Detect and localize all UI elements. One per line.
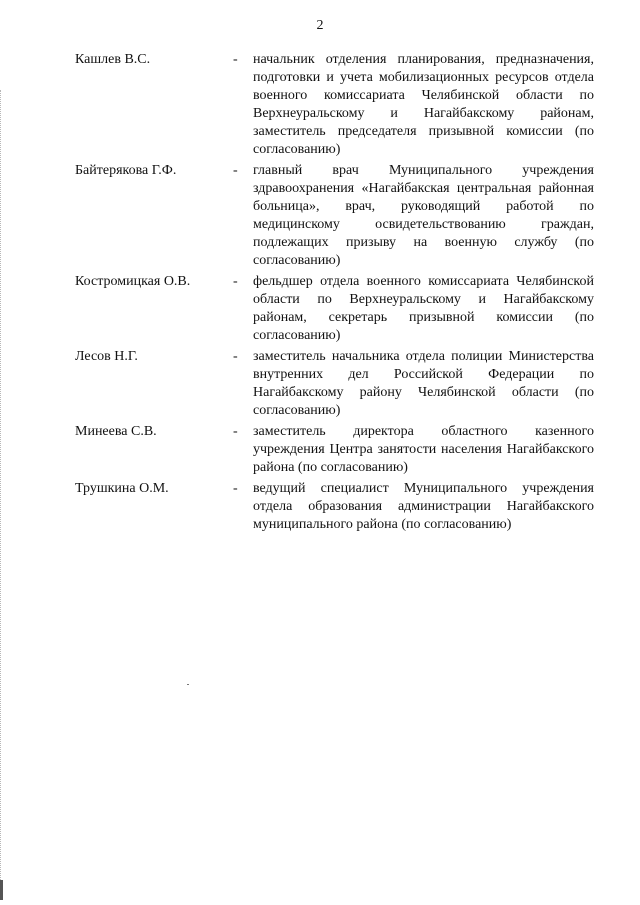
member-dash: - bbox=[233, 424, 238, 439]
member-name: Лесов Н.Г. bbox=[75, 349, 138, 364]
member-list bbox=[75, 51, 595, 537]
member-name: Кашлев В.С. bbox=[75, 52, 151, 67]
scan-speck bbox=[187, 684, 189, 685]
member-entry bbox=[75, 480, 595, 534]
member-entry bbox=[75, 348, 595, 420]
member-name: Костромицкая О.В. bbox=[75, 274, 191, 289]
member-description: фельдшер отдела военного комиссариата Челябинской области по Верхнеуральскому и Нагайбакскому районам, секретарь призывной комиссии (по согласованию) bbox=[253, 274, 594, 343]
member-dash: - bbox=[233, 274, 238, 289]
member-entry bbox=[75, 162, 595, 270]
member-dash: - bbox=[233, 349, 238, 364]
member-description: начальник отделения планирования, предназначения, подготовки и учета мобилизационных ресурсов отдела военного комиссариата Челябинской области по Верхнеуральскому и Нагайбакскому районам, заместитель председателя призывной комиссии (по согласованию) bbox=[253, 52, 594, 157]
scan-edge-corner-mark bbox=[0, 880, 3, 900]
member-entry bbox=[75, 273, 595, 345]
member-name: Трушкина О.М. bbox=[75, 481, 169, 496]
page-number: 2 bbox=[316, 18, 324, 33]
member-name: Байтерякова Г.Ф. bbox=[75, 163, 177, 178]
member-description: заместитель начальника отдела полиции Министерства внутренних дел Российской Федерации по Нагайбакскому району Челябинской области (по согласованию) bbox=[253, 349, 594, 418]
scan-edge-mark bbox=[0, 90, 3, 890]
member-description: главный врач Муниципального учреждения здравоохранения «Нагайбакская центральная районная больница», врач, руководящий работой по медицинскому освидетельствованию граждан, подлежащих призыву на военную службу (по согласованию) bbox=[253, 163, 594, 268]
member-description: ведущий специалист Муниципального учреждения отдела образования администрации Нагайбакского муниципального района (по согласованию) bbox=[253, 481, 594, 532]
member-dash: - bbox=[233, 163, 238, 178]
member-entry bbox=[75, 423, 595, 477]
member-description: заместитель директора областного казенного учреждения Центра занятости населения Нагайбакского района (по согласованию) bbox=[253, 424, 594, 475]
member-dash: - bbox=[233, 481, 238, 496]
member-name: Минеева С.В. bbox=[75, 424, 157, 439]
member-dash: - bbox=[233, 52, 238, 67]
member-entry bbox=[75, 51, 595, 159]
